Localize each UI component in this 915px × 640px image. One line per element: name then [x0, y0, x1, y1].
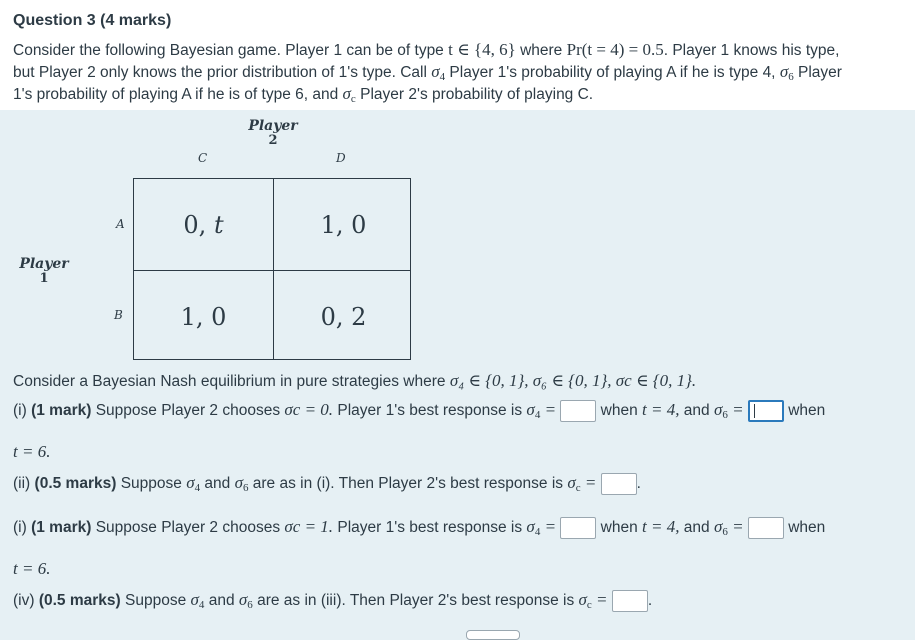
answer-input-p1-sigma6[interactable]: [748, 400, 784, 422]
column-label-d: D: [336, 151, 346, 165]
part-2-line: (ii) (0.5 marks) Suppose $\sigma_4$ and $\sigma_6$ are as in (i). Then Player 2's best response is $\sigma_c$ = .: [13, 473, 641, 495]
sigmac-symbol: $\sigma_c$: [342, 84, 356, 105]
part-1-line: (i) (1 mark) Suppose Player 2 chooses σc = 0. Player 1's best response is $\sigma_4$ = when t = 4, and $\sigma_6$ = when: [13, 400, 826, 422]
payoff-cell-bd: 0, 2: [320, 302, 367, 331]
equilibrium-statement: Consider a Bayesian Nash equilibrium in pure strategies where σ₄ ∈ {0, 1}, σ₆ ∈ {0, 1}, σc ∈ {0, 1}.: [13, 371, 697, 390]
answer-input-p3-sigma6[interactable]: [748, 517, 784, 539]
row-label-b: B: [114, 308, 123, 322]
answer-input-p4-sigmac[interactable]: [612, 590, 648, 612]
intro-line-2: but Player 2 only knows the prior distribution of 1's type. Call $\sigma_4$ Player 1's probability of playing A if he is type 4, $\sigma_6$ Player: [13, 62, 842, 83]
player1-label: Player 1: [19, 256, 69, 286]
payoff-matrix: [133, 178, 411, 360]
part-3-line: (i) (1 mark) Suppose Player 2 chooses σc = 1. Player 1's best response is $\sigma_4$ = when t = 4, and $\sigma_6$ = when: [13, 517, 826, 539]
answer-input-p2-sigmac[interactable]: [601, 473, 637, 495]
part-4-line: (iv) (0.5 marks) Suppose $\sigma_4$ and $\sigma_6$ are as in (iii). Then Player 2's best response is $\sigma_c$ = .: [13, 590, 653, 612]
row-label-a: A: [116, 217, 125, 231]
part-1-continuation: t = 6.: [13, 442, 51, 461]
intro-line-3: 1's probability of playing A if he is of type 6, and $\sigma_c$ Player 2's probability of playing C.: [13, 84, 594, 105]
answer-input-p1-sigma4[interactable]: [560, 400, 596, 422]
payoff-cell-ac: 0, t: [183, 210, 224, 239]
column-label-c: C: [198, 151, 208, 165]
part-3-continuation: t = 6.: [13, 559, 51, 578]
answer-input-p3-sigma4[interactable]: [560, 517, 596, 539]
sigma6-symbol: $\sigma_6$: [779, 62, 794, 83]
intro-line-1: Consider the following Bayesian game. Player 1 can be of type t ∈ {4, 6} where Pr(t = 4) = 0.5. Player 1 knows his type,: [13, 40, 840, 59]
type-set-math: t ∈ {4, 6}: [448, 40, 516, 59]
prior-math: Pr(t = 4) = 0.5: [566, 40, 664, 59]
player2-label: Player 2: [248, 118, 298, 148]
payoff-cell-bc: 1, 0: [180, 302, 227, 331]
next-control-partial[interactable]: [466, 630, 520, 640]
payoff-cell-ad: 1, 0: [320, 210, 367, 239]
equilibrium-math: σ₄ ∈ {0, 1}, σ₆ ∈ {0, 1}, σc ∈ {0, 1}.: [449, 371, 697, 390]
question-title: Question 3 (4 marks): [13, 12, 172, 29]
sigma4-symbol: $\sigma_4$: [431, 62, 446, 83]
